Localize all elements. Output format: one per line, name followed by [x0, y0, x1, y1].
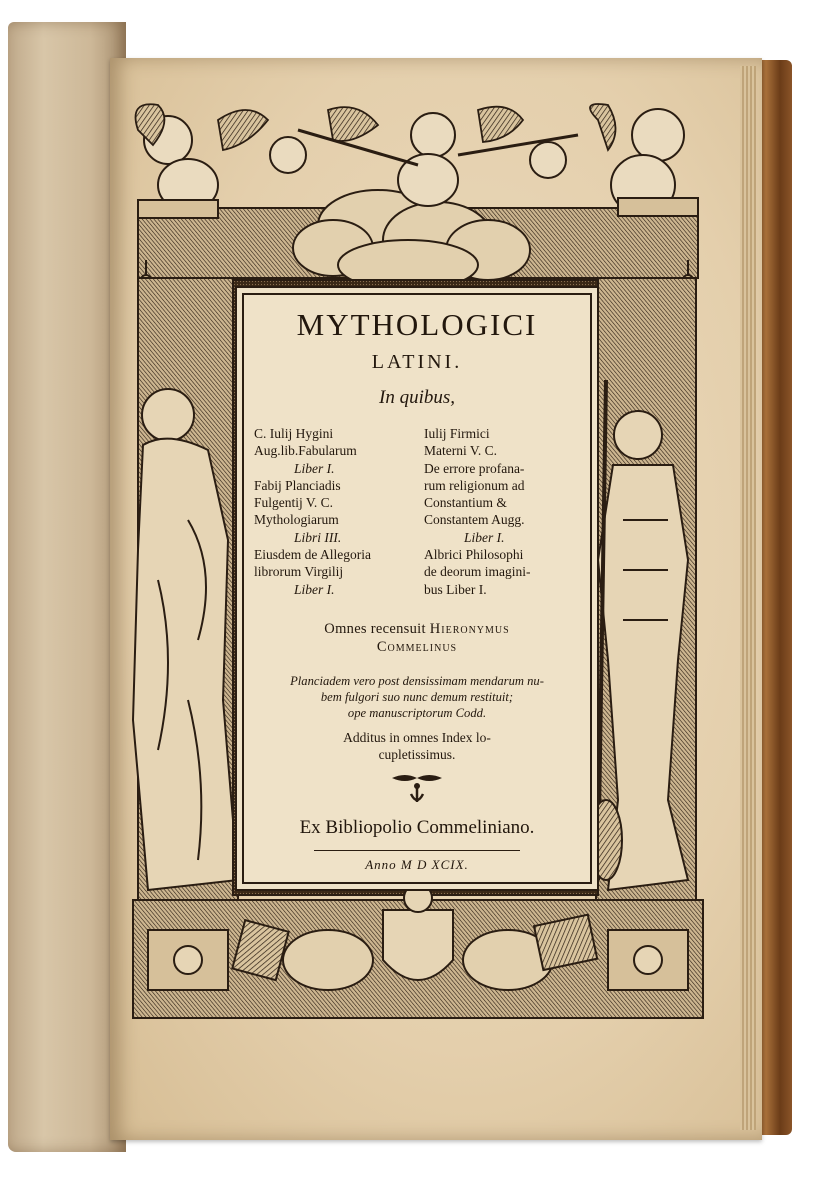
- in-quibus: In quibus,: [379, 387, 455, 408]
- note-line: bem fulgori suo nunc demum restituit;: [320, 690, 514, 704]
- bottom-ornament-band: [133, 884, 703, 1018]
- content-line: Liber I.: [294, 460, 335, 476]
- content-line: librorum Virgilij: [254, 564, 344, 580]
- content-line: Materni V. C.: [424, 443, 498, 459]
- note-line: cupletissimus.: [378, 747, 456, 762]
- top-cherub-band: [136, 104, 699, 290]
- content-line: Libri III.: [294, 529, 342, 545]
- editor-statement: [244, 620, 590, 656]
- publisher-line: Ex Bibliopolio Commeliniano.: [299, 817, 535, 838]
- content-line: Liber I.: [464, 529, 505, 545]
- left-contents-column: [254, 425, 414, 598]
- left-page: [8, 22, 126, 1152]
- publication-year: Anno M D XCIX.: [365, 857, 469, 872]
- content-line: bus Liber I.: [424, 581, 487, 597]
- content-line: De errore profana-: [424, 460, 525, 476]
- content-line: Albrici Philosophi: [424, 547, 524, 563]
- title-text-panel: [242, 293, 592, 884]
- content-line: Mythologiarum: [254, 512, 339, 528]
- editor-name-first: Hieronymus: [429, 621, 510, 637]
- printer-ornament-icon: [387, 772, 447, 808]
- content-line: Liber I.: [294, 581, 335, 597]
- omnes-text: Omnes recensuit: [324, 621, 426, 637]
- content-line: Constantium &: [424, 495, 507, 511]
- note-line: Additus in omnes Index lo-: [343, 730, 491, 745]
- content-line: rum religionum ad: [424, 477, 525, 493]
- page-edges: [740, 66, 756, 1130]
- content-line: de deorum imagini-: [424, 564, 531, 580]
- content-line: Fulgentij V. C.: [254, 495, 334, 511]
- content-line: Iulij Firmici: [424, 426, 490, 441]
- editor-name-last: Commelinus: [376, 639, 458, 655]
- note-line: Planciadem vero post densissimam mendarum nu-: [290, 674, 544, 688]
- main-title: MYTHOLOGICI: [296, 307, 538, 342]
- right-contents-column: [424, 425, 584, 598]
- content-line: C. Iulij Hygini: [254, 426, 334, 441]
- content-line: Constantem Augg.: [424, 512, 525, 528]
- planciadem-note: [254, 673, 580, 721]
- content-line: Aug.lib.Fabularum: [254, 443, 357, 459]
- divider-rule: [314, 850, 520, 851]
- content-line: Fabij Planciadis: [254, 477, 341, 493]
- index-note: [244, 729, 590, 763]
- note-line: ope manuscriptorum Codd.: [347, 706, 487, 720]
- subtitle: LATINI.: [371, 351, 463, 373]
- content-line: Eiusdem de Allegoria: [254, 547, 371, 563]
